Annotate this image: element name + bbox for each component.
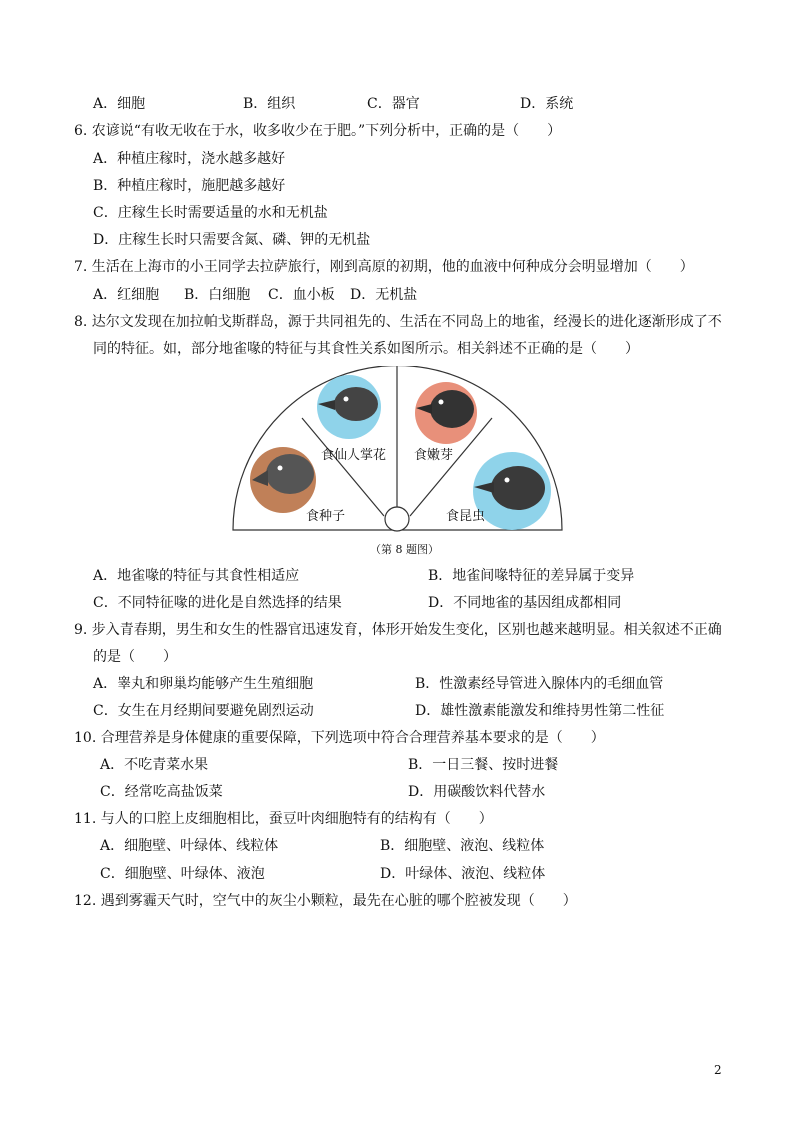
q7-stem: 7. 生活在上海市的小王同学去拉萨旅行，刚到高原的初期，他的血液中何种成分会明显增加（ ） <box>74 259 694 275</box>
q5-option-b: B．组织 <box>243 96 296 112</box>
q11-stem: 11. 与人的口腔上皮细胞相比，蚕豆叶肉细胞特有的结构有（ ） <box>74 811 493 827</box>
label-seed: 食种子 <box>306 509 346 524</box>
q11-option-d: D．叶绿体、液泡、线粒体 <box>380 866 546 882</box>
q8-option-c: C．不同特征喙的进化是自然选择的结果 <box>93 595 342 611</box>
q7-option-b: B．白细胞 <box>184 287 251 303</box>
finch-seed-eater-icon <box>250 447 316 513</box>
q9-option-a: A．睾丸和卵巢均能够产生生殖细胞 <box>93 676 314 692</box>
q7-option-d: D．无机盐 <box>350 287 418 303</box>
q6-option-c: C．庄稼生长时需要适量的水和无机盐 <box>93 205 328 221</box>
q7-option-a: A．红细胞 <box>93 287 160 303</box>
q6-option-d: D．庄稼生长时只需要含氮、磷、钾的无机盐 <box>93 232 371 248</box>
q9-option-b: B．性激素经导管进入腺体内的毛细血管 <box>415 676 664 692</box>
q11-option-a: A．细胞壁、叶绿体、线粒体 <box>100 838 279 854</box>
q8-stem-line2: 同的特征。如，部分地雀喙的特征与其食性关系如图所示。相关斜述不正确的是（ ） <box>93 341 639 357</box>
q10-option-a: A．不吃青菜水果 <box>100 757 209 773</box>
q5-option-d: D．系统 <box>520 96 574 112</box>
q8-finch-figure <box>230 366 565 536</box>
q12-stem: 12. 遇到雾霾天气时，空气中的灰尘小颗粒，最先在心脏的哪个腔被发现（ ） <box>74 893 577 909</box>
finch-diagram <box>230 366 565 536</box>
q6-option-b: B．种植庄稼时，施肥越多越好 <box>93 178 286 194</box>
label-insect: 食昆虫 <box>446 509 486 524</box>
figure-caption: （第 8 题图） <box>370 543 439 556</box>
q9-option-d: D．雄性激素能激发和维持男性第二性征 <box>415 703 665 719</box>
q8-option-d: D．不同地雀的基因组成都相同 <box>428 595 622 611</box>
q10-option-b: B．一日三餐、按时进餐 <box>408 757 559 773</box>
q7-option-c: C．血小板 <box>268 287 335 303</box>
q10-option-c: C．经常吃高盐饭菜 <box>100 784 223 800</box>
q5-option-a: A．细胞 <box>93 96 146 112</box>
q10-option-d: D．用碳酸饮料代替水 <box>408 784 546 800</box>
q10-stem: 10. 合理营养是身体健康的重要保障，下列选项中符合合理营养基本要求的是（ ） <box>74 730 605 746</box>
label-bud: 食嫩芽 <box>414 448 454 463</box>
q8-option-b: B．地雀间喙特征的差异属于变异 <box>428 568 635 584</box>
q11-option-c: C．细胞壁、叶绿体、液泡 <box>100 866 265 882</box>
center-circle <box>385 507 409 531</box>
finch-cactus-eater-icon <box>317 375 381 439</box>
q8-stem-line1: 8. 达尔文发现在加拉帕戈斯群岛，源于共同祖先的、生活在不同岛上的地雀，经漫长的进化逐渐形成了不 <box>74 314 722 330</box>
q9-stem-line1: 9. 步入青春期，男生和女生的性器官迅速发育，体形开始发生变化，区别也越来越明显。相关叙述不正确 <box>74 622 722 638</box>
q6-stem: 6. 农谚说“有收无收在于水，收多收少在于肥。”下列分析中，正确的是（ ） <box>74 123 562 139</box>
label-cactus: 食仙人掌花 <box>321 448 387 463</box>
q8-option-a: A．地雀喙的特征与其食性相适应 <box>93 568 300 584</box>
q6-option-a: A．种植庄稼时，浇水越多越好 <box>93 151 286 167</box>
q5-option-c: C．器官 <box>367 96 420 112</box>
finch-bud-eater-icon <box>415 382 477 444</box>
page-number: 2 <box>714 1063 722 1077</box>
q9-stem-line2: 的是（ ） <box>93 649 177 665</box>
q9-option-c: C．女生在月经期间要避免剧烈运动 <box>93 703 314 719</box>
q11-option-b: B．细胞壁、液泡、线粒体 <box>380 838 545 854</box>
